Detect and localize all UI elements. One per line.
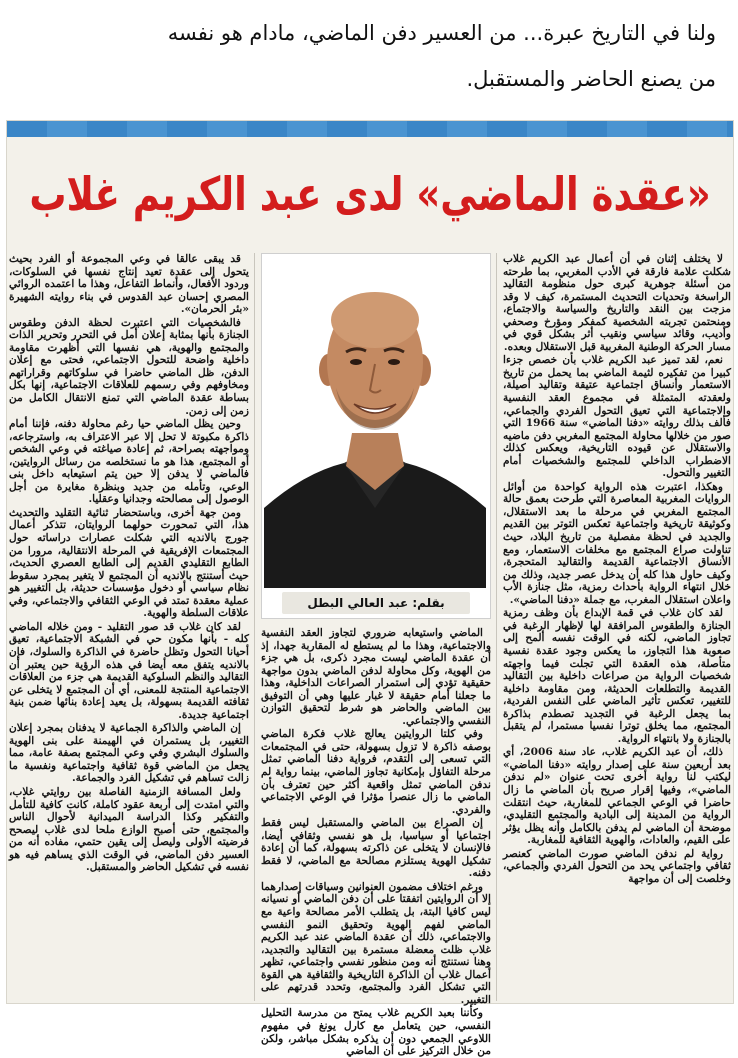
column-right <box>503 253 731 1001</box>
top-color-rule <box>7 121 733 137</box>
article-headline: «عقدة الماضي» لدى عبد الكريم غلاب <box>29 167 711 221</box>
caption-line-1: ولنا في التاريخ عبرة... من العسير دفن الماضي، مادام هو نفسه <box>167 21 716 45</box>
paragraph: ورغم اختلاف مضمون العنوانين وسياقات إصدارهما إلا أن الروايتين اتفقتا على أن دفن الماضي أو نسيانه ليس كافيا البتة، بل يتطلب الأمر مصالحة واعية مع الماضي لفهم الهوية وتحقيق النمو النفسي والاجتماعي، ذلك أن عقدة الماضي عند عبد الكريم غلاب ظلت معضلة مستمرة بين التقاليد والتجديد، وهنا نستنتج أنه ومن منظور نفسي واجتماعي، تظهر أعمال غلاب أن الذاكرة التاريخية والثقافية هي القوة التي تشكل الفرد والمجتمع، وتحدد قدرتهم على التغيير. <box>261 880 491 1006</box>
paragraph: فالشخصيات التي اعتبرت لحظة الدفن وطقوس الجنازة بأنها بمثابة إعلان أمل في التحرر وتحرير الذات والمجتمع والهوية، هي نفسها التي أظهرت مقاومة داخلية واضحة للتحول الاجتماعي، فحتى مع إعلان الدفن، ظل الماضي حاضرا في سلوكاتهم وقراراتهم ومخاوفهم وفي رسمهم للعلاقات الاجتماعية، إنها بكل بساطة عقدة الماضي التي تمنع الانتقال الكامل من زمن إلى زمن. <box>9 316 249 417</box>
paragraph: ومن جهة أخرى، وباستحضار ثنائية التقليد والتحديث هذا، التي تمحورت حولهما الروايتان، تتذكر أعمال جورج بالانديه التي شكلت عصارات دراساته حول المجتمعات الإفريقية في المرحلة الانتقالية، مرورا من الطابع التقليدي القديم إلى الطابع العصري الحديث، حيث أستنتج بالانديه أن المجتمع لا يتغير بمجرد سقوط نظام سياسي أو دخول مؤسسات حديثة، بل التغيير هو عملية معقدة تمتد في الوعي الثقافي والاجتماعي، وفي علاقات السلطة والهوية. <box>9 506 249 620</box>
headline-box <box>11 141 729 247</box>
column-divider <box>254 253 255 1001</box>
post-caption <box>0 0 738 118</box>
paragraph: الماضي واستيعابه ضروري لتجاوز العقد النفسية والاجتماعية، وهذا ما لم يستطع له المقاربة جهدا، إذ أن عقدة الماضي ليست مجرد ذكرى، بل هي جزء من الهوية، وكل محاولة لدفن الماضي بدون مواجهة حقيقية تؤدي إلى استمرار الصراعات الداخلية، وهذا ما جعلنا أمام حقيقة لا غبار عليها وهي أن التوفيق بين الماضي والحاضر هو شرط لتحقيق التوازن النفسي والاجتماعي. <box>261 627 491 727</box>
paragraph: ولعل المسافة الزمنية الفاصلة بين روايتي غلاب، والتي امتدت إلى أربعة عقود كاملة، كانت كافية للتأمل والتفكير وكذا الدراسة الميدانية لأحوال الناس والمجتمع، حتى أصبح الوازع ملحا لدى غلاب ليصحح فرضيته الأولى وليصل إلى يقين حتمي، مفاده أنه من العسير دفن الماضي، في الوقت الذي يساهم فيه هو نفسه في تشكيل الحاضر والمستقبل. <box>9 785 249 874</box>
author-photo <box>266 258 486 588</box>
paragraph: لا يختلف إثنان في أن أعمال عبد الكريم غلاب شكلت علامة فارقة في الأدب المغربي، بما طرحته من أسئلة جوهرية كبرى حول منظومة التقاليد الراسخة وتحديات التحديث المستمرة، كيف لا وقد مزجت بين النقد والتاريخ والسياسة والاجتماع، ومنحتمن تجربته الشخصية كمفكر ومؤرخ وصحفي وأديب، وقائد سياسي ونقيب أثر بشكل قوي في مسار الحركة الوطنية المغربية قبل الاستقلال وبعده. <box>503 253 731 353</box>
paragraph: نعم، لقد تميز عبد الكريم غلاب بأن خصص جزءا كبيرا من تفكيره لثيمة الماضي بما يحمل من تاريخ الاستعمار وأنساق اجتماعية عتيقة وتقاليد أصيلة، ولعقدته المتمثلة في مجموع العقد النفسية والاجتماعية التي تعيق التحول الفردي والجماعي، فألف بذلك روايته «دفنا الماضي» سنة 1966 التي صور من خلالها محاولة المجتمع المغربي دفن ماضيه والاستقلال عن قيوده التاريخية، ويعكس كذلك الاضطراب الداخلي للمجتمع والشخصيات أمام التغيير والتحول. <box>503 354 731 480</box>
paragraph: وحين يظل الماضي حيا رغم محاولة دفنه، فإننا أمام ذاكرة مكبوتة لا تحل إلا عبر الاعتراف به، واسترجاعه، ومواجهته بصراحة، ثم إعادة صياغته في وعي الشخص أو المجتمع، هذا هو ما نستخلصه من رسائل الروايتين، فالماضي لا يدفن إلا حين يتم استيعابه داخل بنى الوعي، وتأمله من جديد وبنظرة مغايرة من أجل الوصول إلى مصالحته وجدانيا وعقليا. <box>9 418 249 506</box>
portrait-image <box>264 258 486 588</box>
photo-credit: بقلم: عبد العالي البطل <box>282 592 470 614</box>
paragraph: لقد كان غلاب قد صور التقليد - ومن خلاله الماضي كله - بأنها مكون حي في الشبكة الاجتماعية، تعيق أحيانا التحول وتظل حاضرة في الذاكرة والسلوك، فإن بالانديه يتفق معه أيضا في هذه الرؤية حين يعتبر أن التقاليد والنظم السلوكية القديمة هي جزء من العلاقات الاجتماعية المنتجة للمعنى، أي أن المجتمع لا يتخلى عن ثقافته القديمة بسهولة، بل يعيد إعادة بنائها ضمن بنية اجتماعية جديدة. <box>9 620 249 721</box>
newspaper-clipping[interactable] <box>6 120 734 1058</box>
caption-line-2: من يصنع الحاضر والمستقبل. <box>466 67 716 91</box>
column-left <box>9 253 249 1001</box>
paragraph: لقد كان غلاب في قمة الإبداع بأن وظف رمزية الجنازة والطقوس المرافقة لها لإظهار الرغبة في تجاوز الماضي، لكنه في الوقت نفسه ألمح إلى صعوبة هذا التجاوز، ما يعكس وجود عقدة نفسية متأصلة، هذه العقدة التي تجلت فيما واجهته شخصيات الرواية من صراعات داخلية بين التقاليد القديمة والتطلعات الحديثة، ومن مقاومة داخلية للتغيير، تعكس تأثير الماضي على النفس الفردية، بما يجعل الرغبة في التجديد تصطدم بذاكرة المجتمع، مما يخلق توترا نفسيا مستمرا، لم يتقبل بالجنازة ولا بانتهاء الرواية. <box>503 607 731 745</box>
column-divider <box>496 253 497 1001</box>
author-photo-block <box>261 253 491 619</box>
article-body <box>9 253 731 1058</box>
paragraph: إن الصراع بين الماضي والمستقبل ليس فقط اجتماعيا أو سياسيا، بل هو نفسي وثقافي أيضا، فالإنسان لا يتخلى عن ذاكرته بسهولة، كما أن إعادة تشكيل الهوية يستلزم مصالحة مع الماضي، لا فقط دفنه. <box>261 817 491 880</box>
paragraph: وكأننا بعبد الكريم غلاب يمتح من مدرسة التحليل النفسي، حين يتعامل مع كارل يونغ في مفهوم اللاوعي الجمعي دون أن يذكره بشكل مباشر، ولكن من خلال التركيز على أن الماضي <box>261 1007 491 1058</box>
paragraph: وهكذا، اعتبرت هذه الرواية كواحدة من أوائل الروايات المغربية المعاصرة التي طرحت بعمق حالة المجتمع المغربي في مرحلة ما بعد الاستقلال، وكوثيقة تاريخية واجتماعية تعكس التوتر بين القديم والجديد في لحظة مفصلية من تاريخ البلاد، حيث تناولت صراع المجتمع مع مخلفات الاستعمار، ومع الأنساق الاجتماعية القديمة والتقاليد المتحجرة، وكيف حاول هذا كله أن يدخل عصر جديد، وذلك من خلال انتهاء الرواية بأحداث رمزية، مثل جنازة الأب واعلان استقلال المغرب، مع جملة «دفنا الماضي». <box>503 480 731 606</box>
paragraph: إن الماضي والذاكرة الجماعية لا يدفنان بمجرد إعلان التغيير، بل يستمران في الهيمنة على بنى الهوية والسلوك البشري وفي وعي المجتمع بصفة عامة، مما يجعل من الماضي قوة ثقافية واجتماعية ونفسية ما زالت تساهم في تشكيل الفرد والجماعة. <box>9 722 249 785</box>
paragraph: ذلك، أن عبد الكريم غلاب، عاد سنة 2006، أي بعد أربعين سنة على إصدار روايته «دفنا الماضي» ليكتب لنا رواية أخرى تحت عنوان «لم ندفن الماضي»، وفيها إقرار صريح بأن الماضي ما زال حاضرا في الوعي الجماعي للمغاربة، حيث انتقلت الرواية من المدينة إلى البادية والمجتمع التقليدي، موضحة أن الماضي لم يدفن بالكامل وأنه يظل يؤثر على القيم، والعادات، والهوية الثقافية للمغاربة. <box>503 746 731 847</box>
column-middle <box>261 627 491 1058</box>
paragraph: وفي كلتا الروايتين يعالج غلاب فكرة الماضي بوصفه ذاكرة لا تزول بسهولة، حتى في المجتمعات التي تسعى إلى التقدم، فرواية دفنا الماضي تمثل مرحلة التفاؤل بإمكانية تجاوز الماضي، بينما رواية لم ندفن الماضي تمثل واقعية أكثر حين تعترف بأن الماضي ما زال عنصرا مؤثرا في الوعي الاجتماعي والفردي. <box>261 728 491 816</box>
paragraph: رواية لم ندفن الماضي صورت الماضي كعنصر ثقافي واجتماعي يحد من التحول الفردي والجماعي، وخلصت إلى أن مواجهة <box>503 847 731 885</box>
paragraph: قد يبقى عالقا في وعي المجموعة أو الفرد بحيث يتحول إلى عقدة تعيد إنتاج نفسها في السلوكات، وردود الأفعال، وأنماط التفاعل، وهذا ما اعتمده الروائي المصري إحسان عبد القدوس في بناء روايته الشهيرة «بئر الحرمان». <box>9 253 249 316</box>
